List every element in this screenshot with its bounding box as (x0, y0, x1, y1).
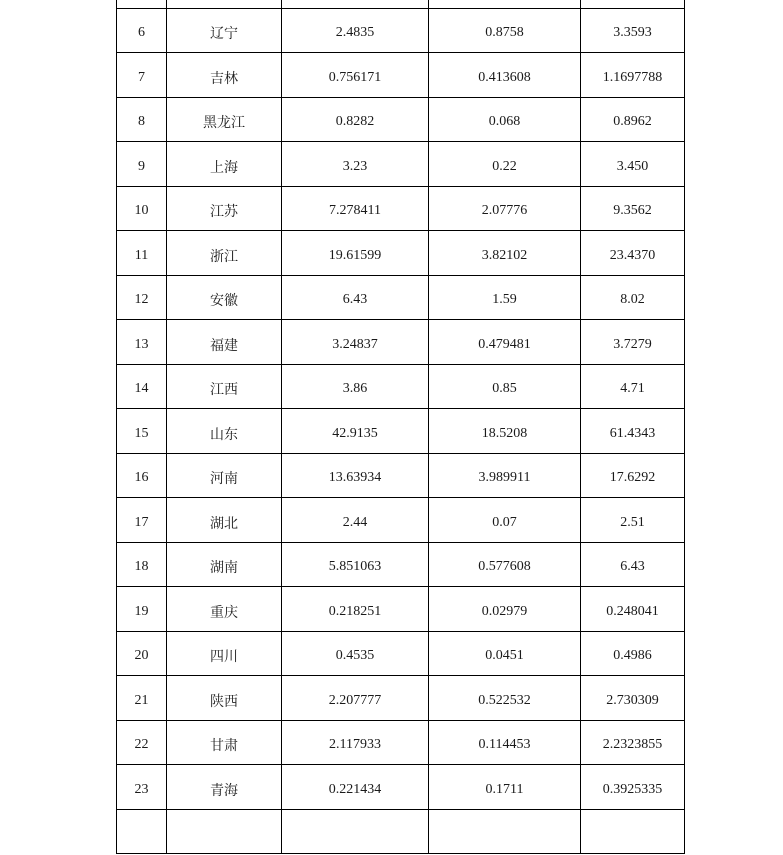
cell-row-number: 17 (117, 498, 167, 543)
table-row (117, 320, 685, 365)
cell-value-2: 0.0451 (429, 631, 581, 676)
cell-value-3: 0.248041 (581, 587, 685, 632)
table-row (117, 142, 685, 187)
cell-value-1: 5.851063 (282, 542, 429, 587)
table-row (117, 97, 685, 142)
cell-value-1: 7.278411 (282, 186, 429, 231)
cell-value-2: 3.82102 (429, 231, 581, 276)
cell-value-1: 0.221434 (282, 765, 429, 810)
cell-blank (117, 809, 167, 854)
cell-region: 湖南 (167, 542, 282, 587)
cell-value-1: 0.756171 (282, 53, 429, 98)
cell-value-2: 2.07776 (429, 186, 581, 231)
table-row (117, 542, 685, 587)
cell-value-1: 42.9135 (282, 409, 429, 454)
cell-value-1: 13.63934 (282, 453, 429, 498)
table-row (117, 587, 685, 632)
table-row (117, 53, 685, 98)
cell-value-1: 3.24837 (282, 320, 429, 365)
table-row (117, 409, 685, 454)
cell-value-3: 6.43 (581, 542, 685, 587)
cell-value-3: 8.02 (581, 275, 685, 320)
cell-region: 四川 (167, 631, 282, 676)
cell-row-number: 12 (117, 275, 167, 320)
cell-value-3: 3.7279 (581, 320, 685, 365)
cell-region: 甘肃 (167, 720, 282, 765)
cell-value-2: 3.989911 (429, 453, 581, 498)
cell-row-number: 20 (117, 631, 167, 676)
cell-region: 福建 (167, 320, 282, 365)
table-row (117, 720, 685, 765)
cell-region: 江西 (167, 364, 282, 409)
cell-value-1: 6.43 (282, 275, 429, 320)
cell-region: 上海 (167, 142, 282, 187)
cell-row-number: 10 (117, 186, 167, 231)
cell-value-2: 0.1711 (429, 765, 581, 810)
cell-value-1: 0.8282 (282, 97, 429, 142)
cell-value-1: 0.218251 (282, 587, 429, 632)
table-row (117, 364, 685, 409)
cell-row-number: 11 (117, 231, 167, 276)
cell-region: 青海 (167, 765, 282, 810)
cell-row-number: 19 (117, 587, 167, 632)
cell-row-number: 7 (117, 53, 167, 98)
cell-blank (282, 809, 429, 854)
cell-blank (167, 0, 282, 8)
cell-value-2: 18.5208 (429, 409, 581, 454)
table-row (117, 186, 685, 231)
cell-value-3: 2.730309 (581, 676, 685, 721)
cell-value-3: 17.6292 (581, 453, 685, 498)
table-row (117, 765, 685, 810)
cell-value-3: 0.4986 (581, 631, 685, 676)
cell-value-2: 0.02979 (429, 587, 581, 632)
cell-region: 安徽 (167, 275, 282, 320)
cell-region: 辽宁 (167, 8, 282, 53)
table-row-partial-bottom (117, 809, 685, 854)
cell-value-1: 2.207777 (282, 676, 429, 721)
cell-value-3: 0.8962 (581, 97, 685, 142)
cell-row-number: 16 (117, 453, 167, 498)
cell-value-3: 2.51 (581, 498, 685, 543)
cell-value-2: 1.59 (429, 275, 581, 320)
cell-value-2: 0.114453 (429, 720, 581, 765)
cell-row-number: 21 (117, 676, 167, 721)
table-row (117, 631, 685, 676)
cell-value-3: 3.450 (581, 142, 685, 187)
cell-row-number: 18 (117, 542, 167, 587)
cell-value-2: 0.522532 (429, 676, 581, 721)
cell-region: 黑龙江 (167, 97, 282, 142)
cell-region: 山东 (167, 409, 282, 454)
cell-blank (429, 809, 581, 854)
cell-value-3: 23.4370 (581, 231, 685, 276)
cell-blank (282, 0, 429, 8)
table-row-partial-top (117, 0, 685, 8)
cell-value-1: 3.86 (282, 364, 429, 409)
cell-value-3: 1.1697788 (581, 53, 685, 98)
cell-blank (581, 809, 685, 854)
cell-row-number: 15 (117, 409, 167, 454)
data-table (116, 0, 685, 854)
cell-region: 陕西 (167, 676, 282, 721)
cell-value-3: 61.4343 (581, 409, 685, 454)
table-row (117, 498, 685, 543)
cell-value-1: 2.4835 (282, 8, 429, 53)
cell-row-number: 14 (117, 364, 167, 409)
cell-value-2: 0.8758 (429, 8, 581, 53)
cell-value-3: 4.71 (581, 364, 685, 409)
cell-value-3: 9.3562 (581, 186, 685, 231)
table-row (117, 275, 685, 320)
cell-value-2: 0.413608 (429, 53, 581, 98)
cell-blank (167, 809, 282, 854)
cell-row-number: 23 (117, 765, 167, 810)
cell-value-2: 0.22 (429, 142, 581, 187)
cell-value-2: 0.07 (429, 498, 581, 543)
cell-value-2: 0.068 (429, 97, 581, 142)
cell-value-2: 0.479481 (429, 320, 581, 365)
cell-row-number: 9 (117, 142, 167, 187)
cell-value-1: 2.44 (282, 498, 429, 543)
table-row (117, 231, 685, 276)
cell-blank (581, 0, 685, 8)
cell-value-1: 2.117933 (282, 720, 429, 765)
cell-value-3: 3.3593 (581, 8, 685, 53)
cell-region: 浙江 (167, 231, 282, 276)
cell-value-2: 0.577608 (429, 542, 581, 587)
cell-region: 河南 (167, 453, 282, 498)
cell-value-2: 0.85 (429, 364, 581, 409)
cell-row-number: 6 (117, 8, 167, 53)
cell-row-number: 22 (117, 720, 167, 765)
cell-row-number: 13 (117, 320, 167, 365)
cell-value-3: 2.2323855 (581, 720, 685, 765)
cell-region: 湖北 (167, 498, 282, 543)
cell-region: 吉林 (167, 53, 282, 98)
table-row (117, 8, 685, 53)
cell-row-number: 8 (117, 97, 167, 142)
cell-value-1: 19.61599 (282, 231, 429, 276)
table-body (117, 0, 685, 854)
cell-value-3: 0.3925335 (581, 765, 685, 810)
cell-region: 重庆 (167, 587, 282, 632)
cell-value-1: 3.23 (282, 142, 429, 187)
cell-blank (429, 0, 581, 8)
table-row (117, 676, 685, 721)
cell-blank (117, 0, 167, 8)
table-row (117, 453, 685, 498)
cell-region: 江苏 (167, 186, 282, 231)
cell-value-1: 0.4535 (282, 631, 429, 676)
